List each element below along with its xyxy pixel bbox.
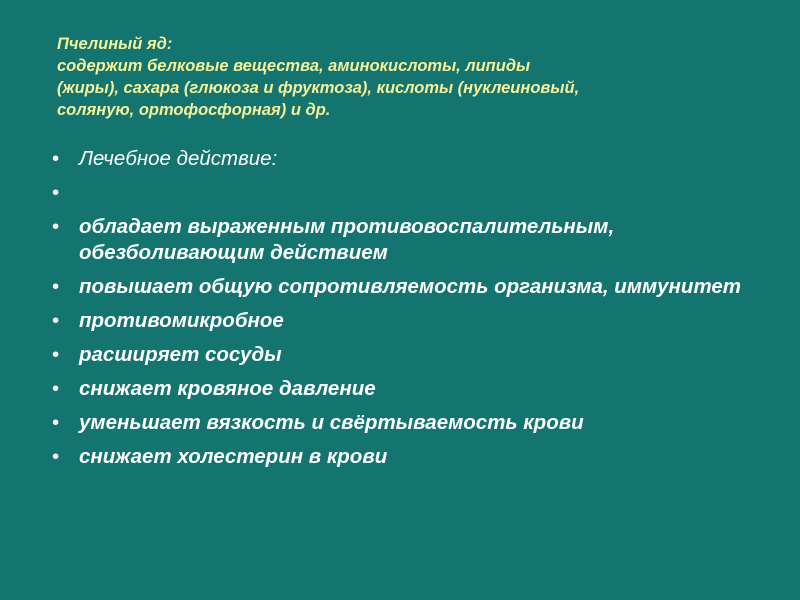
bullet-text: Лечебное действие:: [79, 147, 278, 170]
title-line-1: содержит белковые вещества, аминокислоты, липиды: [57, 57, 531, 75]
bullet-marker: •: [52, 411, 60, 434]
bullet-text: обладает выраженным противовоспалительным, обезболивающим действием: [79, 215, 615, 264]
bullet-marker: •: [52, 377, 60, 400]
bullet-text: расширяет сосуды: [79, 343, 282, 366]
bullet-item: [52, 274, 752, 300]
bullet-item: [52, 444, 752, 470]
slide-title: [57, 33, 777, 121]
bullet-marker: •: [52, 343, 60, 366]
bullet-text: снижает холестерин в крови: [79, 445, 388, 468]
bullet-marker: •: [52, 309, 60, 332]
title-line-3: соляную, ортофосфорная) и др.: [57, 101, 331, 119]
title-line-heading: Пчелиный яд:: [57, 35, 173, 53]
bullet-item-empty: [52, 180, 752, 206]
bullet-text: повышает общую сопротивляемость организма, иммунитет: [79, 275, 742, 298]
bullet-item: [52, 410, 752, 436]
bullet-item: [52, 308, 752, 334]
bullet-item: [52, 214, 752, 266]
bullet-marker: •: [52, 215, 60, 238]
bullet-marker: •: [52, 181, 60, 204]
bullet-text: противомикробное: [79, 309, 284, 332]
bullet-item-heading: [52, 146, 752, 172]
bullet-marker: •: [52, 275, 60, 298]
bullet-marker: •: [52, 445, 60, 468]
bullet-marker: •: [52, 147, 60, 170]
bullet-item: [52, 376, 752, 402]
bullet-text: уменьшает вязкость и свёртываемость крови: [79, 411, 584, 434]
bullet-list: [52, 146, 752, 478]
bullet-item: [52, 342, 752, 368]
title-line-2: (жиры), сахара (глюкоза и фруктоза), кислоты (нуклеиновый,: [57, 79, 580, 97]
bullet-text: снижает кровяное давление: [79, 377, 376, 400]
